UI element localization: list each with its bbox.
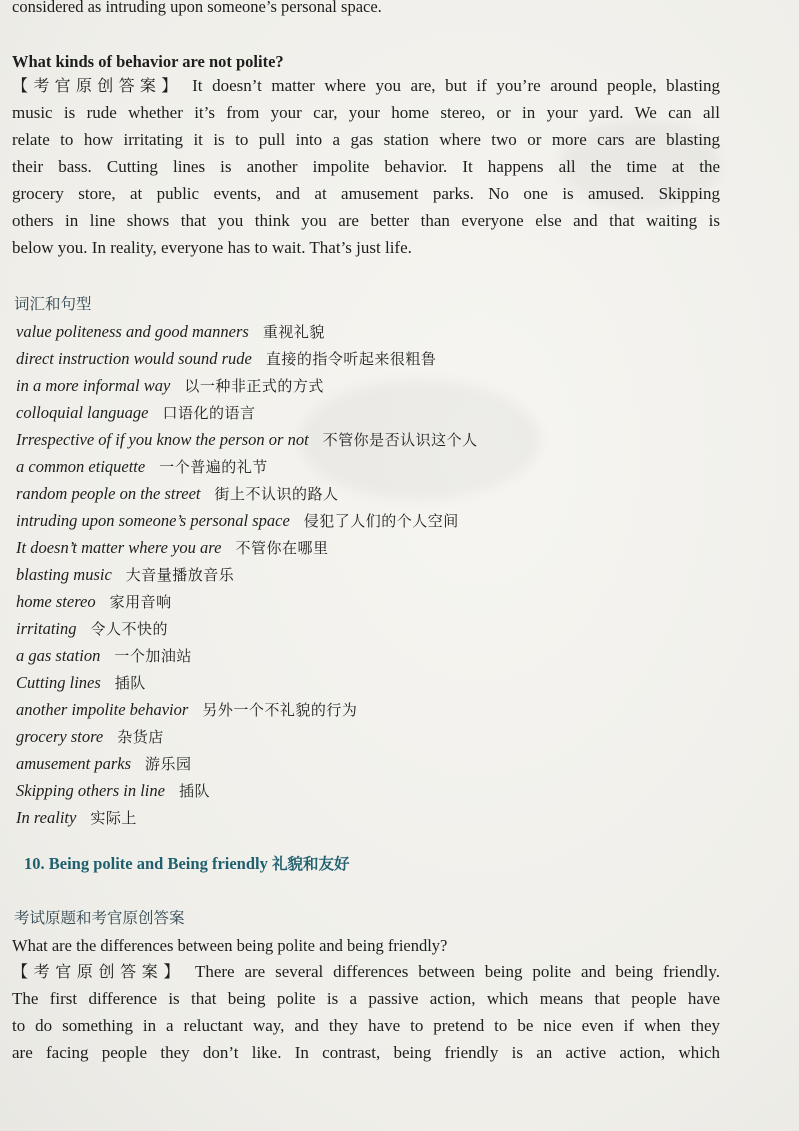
chapter-title (24, 852, 350, 874)
vocab-item: in a more informal way 以一种非正式的方式 (16, 376, 324, 395)
answer-line: their bass. Cutting lines is another impolite behavior. It happens all the time at the (12, 157, 720, 176)
question-heading: What kinds of behavior are not polite? (12, 52, 284, 71)
vocab-item: random people on the street 街上不认识的路人 (16, 484, 339, 503)
chapter-title-cn: 礼貌和友好 (271, 855, 350, 873)
vocab-item: intruding upon someone’s personal space 侵犯了人们的个人空间 (16, 511, 459, 530)
top-partial-line: considered as intruding upon someone’s personal space. (12, 0, 382, 16)
vocab-item: value politeness and good manners 重视礼貌 (16, 322, 325, 341)
answer-line: below you. In reality, everyone has to wait. That’s just life. (12, 238, 412, 257)
vocab-item: Cutting lines 插队 (16, 673, 146, 692)
vocab-item: It doesn’t matter where you are 不管你在哪里 (16, 538, 329, 557)
vocab-heading: 词汇和句型 (14, 295, 92, 313)
vocab-item: direct instruction would sound rude 直接的指令听起来很粗鲁 (16, 349, 437, 368)
answer-tag: 【考官原创答案】 (12, 76, 183, 95)
chapter-title-en: Being polite and Being friendly (48, 854, 268, 873)
vocab-item: blasting music 大音量播放音乐 (16, 565, 235, 584)
vocab-item: grocery store 杂货店 (16, 727, 164, 746)
answer-line: are facing people they don’t like. In contrast, being friendly is an active action, which (12, 1043, 720, 1062)
answer-line: grocery store, at public events, and at amusement parks. No one is amused. Skipping (12, 184, 720, 203)
answer-paragraph-2 (12, 958, 720, 1066)
answer-line: The first difference is that being polite is a passive action, which means that people have (12, 989, 720, 1008)
answer-line: relate to how irritating it is to pull into a gas station where two or more cars are blasting (12, 130, 720, 149)
vocab-item: a common etiquette 一个普遍的礼节 (16, 457, 268, 476)
answer-tag: 【考官原创答案】 (12, 962, 186, 981)
vocab-list (16, 318, 478, 831)
vocab-item: Skipping others in line 插队 (16, 781, 210, 800)
vocab-item: a gas station 一个加油站 (16, 646, 192, 665)
question-2: What are the differences between being polite and being friendly? (12, 936, 448, 955)
vocab-item: home stereo 家用音响 (16, 592, 172, 611)
exam-heading: 考试原题和考官原创答案 (14, 909, 185, 927)
answer-line: 【考官原创答案】 It doesn’t matter where you are, but if you’re around people, blasting (12, 76, 720, 95)
answer-line: others in line shows that you think you are better than everyone else and that waiting is (12, 211, 720, 230)
vocab-item: colloquial language 口语化的语言 (16, 403, 256, 422)
vocab-item: amusement parks 游乐园 (16, 754, 192, 773)
answer-line: 【考官原创答案】 There are several differences between being polite and being friendly. (12, 962, 720, 981)
vocab-item: irritating 令人不快的 (16, 619, 169, 638)
answer-paragraph-1 (12, 72, 720, 261)
answer-line: music is rude whether it’s from your car, your home stereo, or in your yard. We can all (12, 103, 720, 122)
answer-line: to do something in a reluctant way, and they have to pretend to be nice even if when they (12, 1016, 720, 1035)
vocab-item: Irrespective of if you know the person or not 不管你是否认识这个人 (16, 430, 478, 449)
vocab-item: In reality 实际上 (16, 808, 137, 827)
vocab-item: another impolite behavior 另外一个不礼貌的行为 (16, 700, 358, 719)
chapter-number: 10. (24, 854, 45, 873)
